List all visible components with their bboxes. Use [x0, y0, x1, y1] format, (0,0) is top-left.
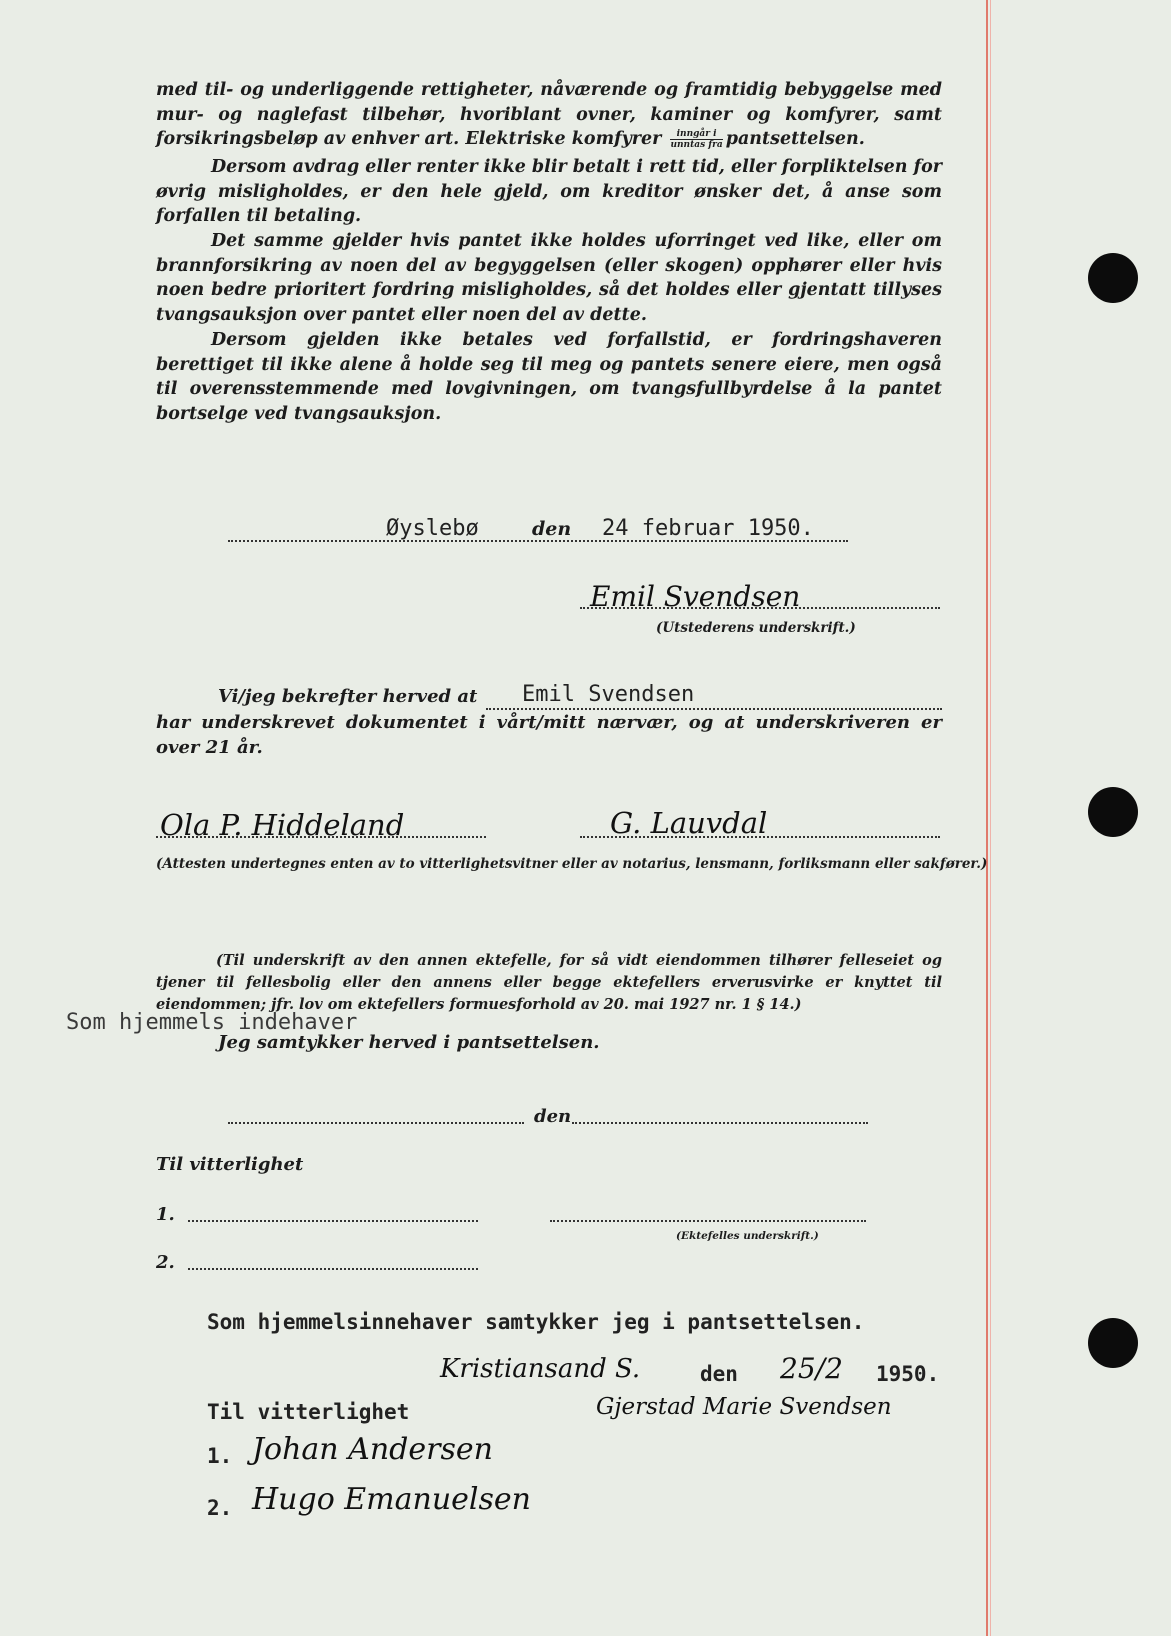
empty-witness-2-line: [188, 1268, 478, 1270]
typed-witness-number-1: 1.: [207, 1444, 233, 1468]
second-place: Kristiansand S.: [440, 1354, 641, 1384]
second-den-label: den: [700, 1362, 738, 1386]
fraction-inngar-unntas: $\frac{\text{inngår i}}{\text{unntas fra}}$: [670, 129, 723, 150]
vitterlighet-label: Til vitterlighet: [156, 1154, 304, 1175]
witness-number-2: 2.: [156, 1252, 175, 1273]
spouse-signature-line: [550, 1220, 866, 1222]
second-date: 25/2: [780, 1352, 843, 1385]
body-paragraph-1: med til- og underliggende rettigheter, nåværende og framtidig bebyggelse med mur- og naglefast tilbehør, hvoriblant ovner, kaminer og komfyrer, samt forsikringsbeløp av enhver art. Elektriske komfyrer $\frac{\text{inngår i}}{\text{unntas fra}}$ pantsettelsen.: [156, 80, 942, 150]
issuer-signature: Emil Svendsen: [590, 580, 801, 613]
typed-witness-signature-1: Johan Andersen: [252, 1432, 493, 1467]
owner-signature: Gjerstad Marie Svendsen: [596, 1394, 892, 1420]
spouse-signature-caption: (Ektefelles underskrift.): [676, 1230, 819, 1242]
punch-hole-middle: [1088, 787, 1138, 837]
empty-den-label: den: [534, 1106, 572, 1127]
confirmation-intro: Vi/jeg bekrefter herved at: [218, 686, 478, 707]
body-paragraph-4: Dersom gjelden ikke betales ved forfallstid, er fordringshaveren berettiget til ikke alene å holde seg til meg og pantets senere eiere, men også til overensstemmende med lovgivningen, om tvangsfullbyrdelse å la pantet bortselge ved tvangsauksjon.: [156, 330, 942, 424]
witness-caption: (Attesten undertegnes enten av to vitterlighetsvitner eller av notarius, lensmann, forliksmann eller sakfører.): [156, 856, 988, 872]
body-paragraph-2: Dersom avdrag eller renter ikke blir betalt i rett tid, eller forpliktelsen for øvrig misligholdes, er den hele gjeld, om kreditor ønsker det, å anse som forfallen til betaling.: [156, 157, 942, 226]
issuer-signature-caption: (Utstederens underskrift.): [656, 620, 856, 636]
empty-witness-1-line: [188, 1220, 478, 1222]
consent-text: Jeg samtykker herved i pantsettelsen.: [218, 1032, 600, 1053]
typed-witness-number-2: 2.: [207, 1496, 233, 1520]
witness-signature-2: G. Lauvdal: [610, 806, 768, 840]
typed-witness-signature-2: Hugo Emanuelsen: [252, 1482, 531, 1517]
place-value: Øyslebø: [386, 516, 479, 541]
punch-hole-top: [1088, 253, 1138, 303]
empty-place-line: [228, 1122, 524, 1124]
place-den-label: den: [532, 518, 572, 540]
confirmation-name: Emil Svendsen: [522, 682, 695, 707]
date-value: 24 februar 1950.: [602, 516, 814, 541]
spouse-note: (Til underskrift av den annen ektefelle, for så vidt eiendommen tilhører felleseiet og tjener til fellesbolig eller den annens eller begge ektefellers erverusvirke er knyttet til eiendommen; jfr. lov om ektefellers formuesforhold av 20. mai 1927 nr. 1 § 14.): [156, 952, 942, 1013]
red-margin-line: [986, 0, 988, 1636]
red-margin-line-secondary: [990, 0, 991, 1636]
witness-number-1: 1.: [156, 1204, 175, 1225]
witness-signature-1: Ola P. Hiddeland: [160, 808, 405, 842]
typed-vitterlighet: Til vitterlighet: [207, 1400, 410, 1424]
empty-date-line: [572, 1122, 868, 1124]
second-year: 1950.: [876, 1362, 940, 1386]
punch-hole-bottom: [1088, 1318, 1138, 1368]
confirmation-text: har underskrevet dokumentet i vårt/mitt nærvær, og at underskriveren er over 21 år.: [156, 712, 942, 758]
stamp-note: Som hjemmels indehaver: [66, 1010, 358, 1035]
typed-consent: Som hjemmelsinnehaver samtykker jeg i pantsettelsen.: [207, 1310, 865, 1334]
body-paragraph-3: Det samme gjelder hvis pantet ikke holdes uforringet ved like, eller om brannforsikring av noen del av begyggelsen (eller skogen) opphører eller hvis noen bedre prioritert fordring misligholdes, så det holdes eller gjentatt tillyses tvangsauksjon over pantet eller noen del av dette.: [156, 231, 942, 325]
